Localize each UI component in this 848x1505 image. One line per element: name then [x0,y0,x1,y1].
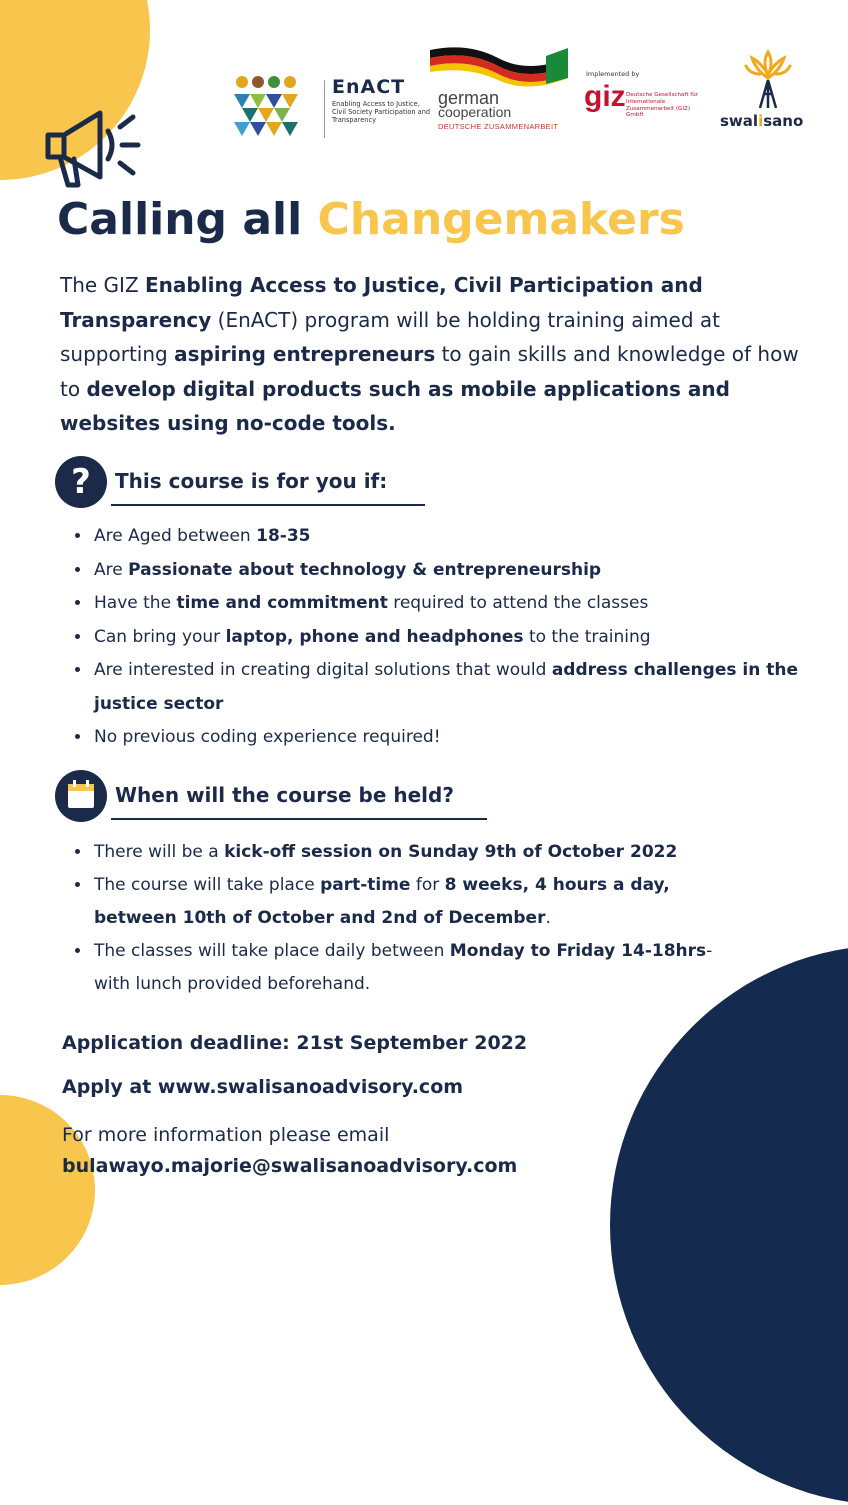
list-item [92,520,812,554]
swalisano-logo [716,48,820,132]
section-underline [111,504,425,506]
svg-text:?: ? [71,462,91,502]
list-item [92,554,812,588]
text-run: (EnACT) program will be holding training aimed at supporting [60,307,720,366]
bold-text-run: address challenges in the justice sector [94,660,798,714]
apply-link[interactable]: Apply at www.swalisanoadvisory.com [62,1076,464,1098]
text-run: The GIZ [60,273,146,297]
enact-logo [232,74,430,144]
list-item [92,935,732,1001]
bold-text-run: develop digital products such as mobile applications and websites using no-code tools. [60,376,730,435]
text-run: No previous coding experience required! [94,727,441,747]
contact-email[interactable]: bulawayo.majorie@swalisanoadvisory.com [62,1155,518,1177]
text-run: Are [94,559,129,580]
list-item [92,836,732,869]
bold-text-run: Passionate about technology & entrepreneurship [128,559,602,580]
list-item [92,654,812,721]
list-item [92,869,732,935]
giz-logo [584,66,704,126]
text-run: Have the [94,593,177,613]
section-underline [111,818,487,820]
swalisano-flame-icon [716,48,820,112]
text-run: Are interested in creating digital solutions that would [94,660,552,680]
enact-people-mosaic-icon [232,74,318,144]
deutsche-zusammenarbeit-label: DEUTSCHE ZUSAMMENARBEIT [438,122,559,131]
section-course-for-you [55,456,435,506]
calendar-icon [55,770,107,822]
megaphone-icon [38,95,148,195]
enact-divider [324,80,325,138]
giz-wordmark: giz [584,80,626,113]
enact-subtitle: Enabling Access to Justice, Civil Society Participation and Transparency [332,100,431,124]
bold-text-run: kick-off session on Sunday 9th of October 2022 [224,842,678,862]
text-run: to the training [523,626,651,647]
implemented-by-label: Implemented by [586,70,640,78]
intro-paragraph [60,268,800,441]
text-run: The classes will take place daily between [94,941,450,961]
section-title: This course is for you if: [115,469,388,493]
bold-text-run: laptop, phone and headphones [225,626,524,647]
list-item [92,621,812,655]
more-info-text: For more information please email [62,1124,390,1146]
german-cooperation-logo [428,44,570,136]
text-run: required to attend the classes [387,593,649,613]
bold-text-run: Monday to Friday 14-18hrs [449,941,707,961]
page-title: Calling all Changemakers [57,194,685,245]
text-run: to gain skills and knowledge of how to [60,342,799,401]
enact-title: EnACT [332,76,406,98]
decorative-navy-circle-bottom-right [610,945,848,1505]
giz-description: Deutsche Gesellschaft für Internationale Zusammenarbeit (GIZ) GmbH [626,92,699,119]
text-run: Can bring your [94,626,226,647]
schedule-list [72,836,732,1001]
bold-text-run: 8 weeks, 4 hours a day, between 10th of October and 2nd of December [94,875,670,928]
german-label: german [438,88,500,108]
bold-text-run: Enabling Access to Justice, Civil Participation and Transparency [60,273,703,332]
text-run: Are Aged between [94,526,257,546]
swalisano-wordmark: swalisano [720,112,804,130]
bold-text-run: part-time [320,875,411,895]
text-run: The course will take place [94,875,321,895]
list-item [92,721,812,755]
text-run: There will be a [94,842,225,862]
section-schedule [55,770,495,820]
question-mark-icon [55,456,107,508]
bold-text-run: time and commitment [176,593,388,613]
application-deadline: Application deadline: 21st September 2022 [62,1032,528,1054]
text-run: for [410,875,445,895]
text-run: . [545,908,551,928]
section-title: When will the course be held? [115,783,454,807]
cooperation-label: cooperation [438,104,512,120]
german-zambia-flag-ribbon-icon [428,44,570,90]
text-run: - with lunch provided beforehand. [94,941,713,994]
list-item [92,587,812,621]
eligibility-list [72,520,812,755]
bold-text-run: aspiring entrepreneurs [174,342,436,366]
bold-text-run: 18-35 [256,526,311,546]
